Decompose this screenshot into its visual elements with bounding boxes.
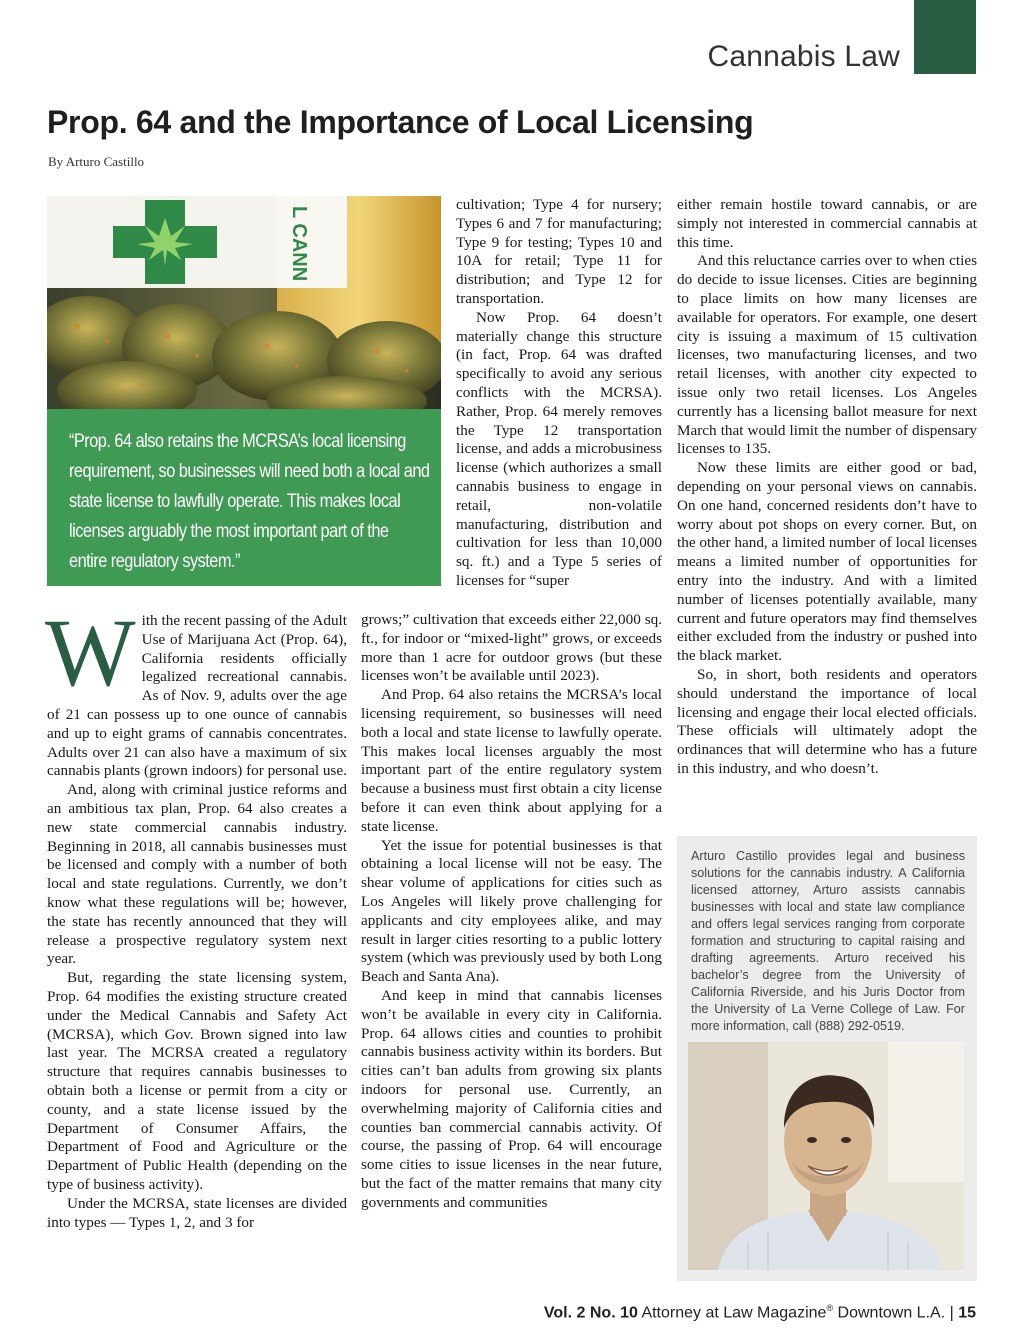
registered-mark: ® <box>826 1303 834 1313</box>
drop-cap: W <box>45 599 136 706</box>
pull-quote-box <box>47 409 441 586</box>
cannabis-photo <box>47 196 441 410</box>
header-accent-block <box>914 0 976 74</box>
magazine-name: Attorney at Law Magazine <box>641 1304 827 1322</box>
intro-paragraph: With the recent passing of the Adult Use of Marijuana Act (Prop. 64), California residents officially legalized recreational cannabis. As of Nov. 9, adults over the age of 21 can possess up to one ounce of cannabis and up to eight grams of cannabis concentrates. Adults over 21 can also have a maximum of six cannabis plants (grown indoors) for personal use. <box>45 599 347 780</box>
paragraph: But, regarding the state licensing system, Prop. 64 modifies the existing structure created under the Medical Cannabis and Safety Act (MCRSA), which Gov. Brown signed into law last year. The MCRSA created a regulatory structure that requires cannabis businesses to obtain both a license or permit from a city or county, and a state license issued by the Department of Consumer Affairs, the Department of Food and Agriculture or the Department of Public Health (depending on the type of business activity). <box>47 969 347 1193</box>
author-bio: Arturo Castillo provides legal and business solutions for the cannabis industry. A California licensed attorney, Arturo assists cannabis businesses with local and state law compliance and offers legal services ranging from corporate formation and structuring to capital raising and drafting agreements. Arturo received his bachelor’s degree from the University of California Riverside, and his Juris Doctor from the University of La Verne College of Law. For more information, call (888) 292-0519. <box>691 849 965 1033</box>
edition-name: Downtown L.A. <box>837 1304 946 1322</box>
pull-quote: “Prop. 64 also retains the MCRSA’s local licensing requirement, so businesses will need both a local and state license to lawfully operate. This makes local licenses arguably the most important part of the entire regulatory system.” <box>69 431 430 572</box>
author-bio-box <box>677 836 977 1281</box>
article-column-2 <box>361 611 662 1213</box>
paragraph: And Prop. 64 also retains the MCRSA’s local licensing requirement, so businesses will need both a local and state license to lawfully operate. This makes local licenses arguably the most important part of the entire regulatory system because a business must first obtain a city license before it can even think about applying for a state license. <box>361 686 662 835</box>
paragraph: Yet the issue for potential businesses is that obtaining a local license will not be easy. The shear volume of applications for cities such as Los Angeles will likely prove challenging for applicants and city employees alike, and may result in larger cities resorting to a public lottery system (which was previously used by both Long Beach and Santa Ana). <box>361 836 662 986</box>
page-number: 15 <box>958 1304 976 1322</box>
paragraph: Now Prop. 64 doesn’t materially change this structure (in fact, Prop. 64 was drafted specifically to avoid any serious conflicts with the MCRSA). Rather, Prop. 64 merely removes the Type 12 transportation license, and adds a microbusiness license (which authorizes a small cannabis business to engage in retail, non-volatile manufacturing, distribution and cultivation for less than 10,000 sq. ft.) and a Type 5 series of licenses for “super <box>456 308 662 589</box>
issue-number: Vol. 2 No. 10 <box>543 1304 638 1322</box>
paragraph: grows;” cultivation that exceeds either 22,000 sq. ft., for indoor or “mixed-light” grows, or exceeds more than 1 acre for outdoor grows (but these licenses won’t be available until 2023). <box>361 611 662 685</box>
footer-separator: | <box>949 1304 954 1322</box>
paragraph: either remain hostile toward cannabis, or are simply not interested in commercial cannabis at this time. <box>677 196 977 251</box>
paragraph: And keep in mind that cannabis licenses won’t be available in every city in California. Prop. 64 allows cities and counties to prohibit cannabis business activity within its borders. But cities can’t ban adults from growing six plants indoors for personal use. Currently, an overwhelming majority of California cities and counties ban commercial cannabis activity. Of course, the passing of Prop. 64 will encourage some cities to issue licenses in the near future, but the fact of the matter remains that many city governments and communities <box>361 986 662 1211</box>
paragraph: Now these limits are either good or bad, depending on your personal views on cannabis. On one hand, concerned residents don’t have to worry about pot shops on every corner. But, on the other hand, a limited number of local licenses means a limited number of opportunities for entry into the industry. And with a limited number of licenses potentially available, many current and future operators may find themselves either excluded from the industry or pushed into the black market. <box>677 459 977 665</box>
svg-text:L CANN: L CANN <box>288 206 310 282</box>
paragraph: And, along with criminal justice reforms and an ambitious tax plan, Prop. 64 also creates a new state commercial cannabis industry. Beginning in 2018, all cannabis businesses must be licensed and comply with a number of both local and state regulations. Currently, we don’t know what these regulations will be; however, the state has recently announced that they will release a prospective regulatory system next year. <box>47 781 347 968</box>
article-column-2-top <box>456 196 662 591</box>
paragraph: And this reluctance carries over to when cties do decide to issue licenses. Cities are beginning to place limits on how many licenses are available for operators. For example, one desert city is issuing a maximum of 15 cultivation licenses, two manufacturing licenses, and two retail licenses, with another city expected to issue only two retail licenses. Los Angeles currently has a licensing ballot measure for next March that would limit the number of dispensary licenses to 135. <box>677 252 977 458</box>
article-column-3 <box>677 196 977 779</box>
paragraph: So, in short, both residents and operators should understand the importance of local licensing and engage their local elected officials. These officials will ultimately adopt the ordinances that will determine who has a future in this industry, and who doesn’t. <box>677 665 977 777</box>
paragraph: Under the MCRSA, state licenses are divided into types — Types 1, 2, and 3 for <box>47 1194 347 1231</box>
byline: By Arturo Castillo <box>48 154 145 169</box>
section-label: Cannabis Law <box>707 40 900 73</box>
article-title: Prop. 64 and the Importance of Local Licensing <box>47 104 754 140</box>
article-column-1 <box>45 599 347 1232</box>
author-photo <box>688 1042 964 1270</box>
paragraph: cultivation; Type 4 for nursery; Types 6 and 7 for manufacturing; Type 9 for testing; Types 10 and 10A for retail; Type 11 for distribution; and Type 12 for transportation. <box>456 196 662 307</box>
page-footer <box>544 1303 976 1322</box>
